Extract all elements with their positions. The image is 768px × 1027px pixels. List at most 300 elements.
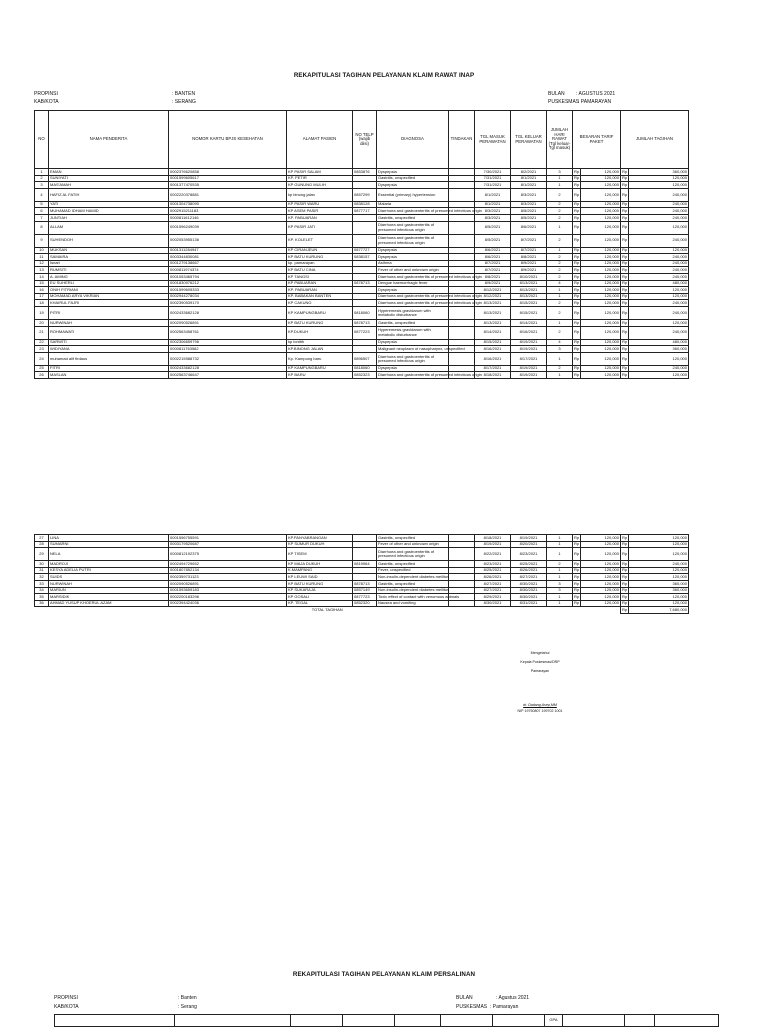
cell-tarif: 120,000 bbox=[581, 319, 621, 326]
cell-telp bbox=[353, 221, 377, 234]
cell-masuk: 8/12/2021 bbox=[475, 293, 511, 300]
cell-telp bbox=[353, 234, 377, 247]
cell-keluar: 8/16/2021 bbox=[511, 326, 547, 339]
propinsi-label: PROPINSI bbox=[34, 91, 58, 97]
cell-no: 25 bbox=[35, 365, 49, 372]
cell-diagnosa: Gastritis, unspecified bbox=[377, 214, 449, 221]
cell-alamat: KP PASIR JATI bbox=[287, 221, 353, 234]
col-alamat: ALAMAT PASIEN bbox=[287, 111, 353, 169]
cell-rp1: Rp bbox=[573, 221, 581, 234]
cell-masuk: 7/31/2021 bbox=[475, 175, 511, 182]
cell-rp1: Rp bbox=[574, 365, 580, 371]
cell-nama: ROHMAWATI bbox=[49, 326, 169, 339]
cell-tarif: 120,000 bbox=[581, 574, 621, 581]
cell-jumlah: 120,000 bbox=[629, 594, 689, 601]
cell-diagnosa: Dyspepsia bbox=[377, 247, 449, 254]
table-row bbox=[35, 201, 689, 208]
cell-alamat: KP TANGSI bbox=[287, 273, 353, 280]
cell-jumlah: 240,000 bbox=[629, 214, 689, 221]
cell-rp2: Rp bbox=[622, 300, 628, 306]
col-nama: NAMA PENDERITA bbox=[49, 111, 169, 169]
cell-rp1: Rp bbox=[573, 234, 581, 247]
cell-alamat: KP. PETIR bbox=[287, 175, 353, 182]
cell-kartu: 0002433682128 bbox=[169, 365, 287, 372]
cell-tindakan bbox=[449, 352, 475, 365]
cell-masuk: 8/12/2021 bbox=[475, 287, 511, 294]
cell-kartu: 0002200183296 bbox=[169, 594, 287, 601]
cell-masuk: 8/13/2021 bbox=[475, 319, 511, 326]
cell-jumlah: 360,000 bbox=[629, 580, 689, 587]
cell-rp2: Rp bbox=[622, 593, 628, 599]
cell-telp bbox=[353, 567, 377, 574]
cell-no: 17 bbox=[35, 293, 49, 300]
form2-kabkota-value: : Serang bbox=[178, 1004, 197, 1010]
cell-kartu: 0001599605617 bbox=[169, 175, 287, 182]
cell-jumlah: 120,000 bbox=[629, 175, 689, 182]
table-row bbox=[35, 280, 689, 287]
cell-nama: muhamad alif firdaus bbox=[49, 352, 169, 365]
cell-keluar: 8/1/2021 bbox=[511, 175, 547, 182]
cell-keluar: 8/19/2021 bbox=[511, 365, 547, 372]
cell-tarif: 120,000 bbox=[581, 287, 621, 294]
cell-tarif: 120,000 bbox=[581, 214, 621, 221]
cell-rp2: Rp bbox=[622, 253, 628, 259]
cell-telp: 0838128 bbox=[353, 201, 377, 208]
cell-hari: 1 bbox=[547, 600, 573, 607]
cell-diagnosa: Dyspepsia bbox=[377, 365, 449, 372]
table-row bbox=[35, 561, 689, 568]
cell-hari: 3 bbox=[547, 587, 573, 594]
cell-tindakan bbox=[449, 214, 475, 221]
cell-alamat: KP CAKUNG bbox=[287, 300, 353, 307]
cell-keluar: 8/30/2021 bbox=[511, 587, 547, 594]
cell-no: 27 bbox=[35, 535, 49, 542]
cell-keluar: 8/1/2021 bbox=[511, 182, 547, 189]
cell-tindakan bbox=[449, 169, 475, 176]
cell-nama: SARWITI bbox=[49, 339, 169, 346]
form2-bulan-label: BULAN bbox=[456, 995, 473, 1001]
cell-alamat: KP BATU KURUNG bbox=[287, 319, 353, 326]
cell-tindakan bbox=[449, 260, 475, 267]
cell-no: 14 bbox=[35, 273, 49, 280]
cell-keluar: 8/26/2021 bbox=[511, 567, 547, 574]
cell-rp2: Rp bbox=[622, 319, 628, 325]
cell-nama: MADROJI bbox=[49, 561, 169, 568]
cell-alamat: KP TISEM bbox=[287, 548, 353, 561]
cell-rp2: Rp bbox=[622, 267, 628, 273]
cell-telp: 0852320 bbox=[353, 600, 377, 607]
cell-keluar: 8/14/2021 bbox=[511, 319, 547, 326]
cell-kartu: 0002306659796 bbox=[169, 339, 287, 346]
cell-diagnosa: Non-insulin-dependent diabetes mellitus bbox=[378, 587, 450, 593]
cell-no: 30 bbox=[35, 561, 49, 568]
table-row bbox=[35, 580, 689, 587]
table-row bbox=[35, 535, 689, 542]
cell-no: 29 bbox=[35, 548, 49, 561]
cell-masuk: 8/16/2021 bbox=[475, 352, 511, 365]
cell-diagnosa: Malaria bbox=[377, 201, 449, 208]
cell-no: 2 bbox=[35, 175, 49, 182]
cell-kartu: 0002394424036 bbox=[169, 600, 287, 607]
cell-telp bbox=[353, 260, 377, 267]
cell-kartu: 0002563458761 bbox=[169, 326, 287, 339]
cell-diagnosa: Hyperemesis gravidarum with metabolic disturbance bbox=[377, 326, 449, 339]
cell-hari: 3 bbox=[547, 169, 573, 176]
cell-alamat: KP.PANYABRANGAN bbox=[287, 535, 353, 542]
cell-jumlah: 240,000 bbox=[629, 260, 689, 267]
cell-keluar: 8/17/2021 bbox=[511, 352, 547, 365]
total-label: TOTAL TAGIHAN bbox=[311, 607, 343, 613]
cell-rp1: Rp bbox=[573, 188, 581, 201]
cell-keluar: 8/19/2021 bbox=[511, 372, 547, 379]
form2-propinsi-label: PROPINSI bbox=[54, 995, 78, 1001]
cell-rp2: Rp bbox=[622, 286, 628, 292]
cell-no: 7 bbox=[35, 214, 49, 221]
cell-telp: 0818060 bbox=[353, 365, 377, 372]
cell-rp2: Rp bbox=[622, 208, 628, 214]
cell-kartu: 0001593659183 bbox=[169, 587, 287, 594]
form2-cell bbox=[563, 1015, 625, 1027]
cell-alamat: KP SUMUR DUKUH bbox=[287, 541, 353, 548]
cell-rp2: Rp bbox=[621, 548, 629, 561]
cell-rp1: Rp bbox=[574, 214, 580, 220]
cell-keluar: 8/9/2021 bbox=[511, 267, 547, 274]
cell-rp2: Rp bbox=[622, 345, 628, 351]
cell-nama: SUIDS bbox=[49, 574, 169, 581]
cell-nama: MARSIDIK bbox=[49, 594, 169, 601]
cell-keluar: 8/5/2021 bbox=[511, 214, 547, 221]
cell-hari: 1 bbox=[547, 548, 573, 561]
puskesmas-value: : PAMARAYAN bbox=[578, 99, 612, 105]
cell-rp1: Rp bbox=[574, 319, 580, 325]
cell-keluar: 8/15/2021 bbox=[511, 306, 547, 319]
cell-telp bbox=[353, 346, 377, 353]
cell-no: 19 bbox=[35, 306, 49, 319]
sign-place: Pamarayan bbox=[530, 669, 550, 673]
cell-alamat: KP MAJA DUKUH bbox=[287, 561, 353, 568]
cell-nama: NURWINAH bbox=[49, 580, 169, 587]
cell-kartu: 0001279138667 bbox=[169, 260, 287, 267]
table-row bbox=[35, 188, 689, 201]
cell-keluar: 8/6/2021 bbox=[511, 221, 547, 234]
cell-tarif: 120,000 bbox=[581, 594, 621, 601]
kabkota-value: : SERANG bbox=[172, 99, 196, 105]
cell-no: 36 bbox=[35, 600, 49, 607]
table-row bbox=[35, 352, 689, 365]
cell-alamat: KP LEUWI SAID bbox=[287, 574, 353, 581]
cell-rp2: Rp bbox=[622, 587, 628, 593]
cell-rp1: Rp bbox=[574, 339, 580, 345]
table-row bbox=[35, 365, 689, 372]
cell-alamat: KP BATU CINA bbox=[287, 267, 353, 274]
cell-keluar: 8/15/2021 bbox=[511, 300, 547, 307]
cell-jumlah: 120,000 bbox=[629, 221, 689, 234]
cell-rp2: Rp bbox=[622, 365, 628, 371]
cell-no: 13 bbox=[35, 267, 49, 274]
cell-nama: MOHAMAD ARYA VIKRIAN bbox=[49, 293, 169, 300]
cell-tarif: 120,000 bbox=[581, 306, 621, 319]
cell-hari: 1 bbox=[547, 182, 573, 189]
form2-cell bbox=[55, 1015, 175, 1027]
cell-no: 9 bbox=[35, 234, 49, 247]
cell-no: 10 bbox=[35, 247, 49, 254]
cell-diagnosa: Gastritis, unspecified bbox=[377, 561, 449, 568]
cell-tarif: 120,000 bbox=[581, 247, 621, 254]
cell-telp: 0857299 bbox=[353, 188, 377, 201]
cell-telp bbox=[353, 182, 377, 189]
cell-nama: A. AMING bbox=[49, 273, 169, 280]
cell-jumlah: 240,000 bbox=[629, 267, 689, 274]
cell-jumlah: 120,000 bbox=[629, 352, 689, 365]
col-kartu: NOMOR KARTU BPJS KESEHATAN bbox=[169, 111, 287, 169]
table-header-row bbox=[35, 111, 689, 169]
cell-diagnosa: Essential (primary) hypertension bbox=[377, 188, 449, 201]
total-rp: Rp bbox=[622, 607, 628, 613]
cell-alamat: kp binong jalan bbox=[287, 188, 353, 201]
cell-hari: 2 bbox=[547, 306, 573, 319]
cell-jumlah: 360,000 bbox=[629, 587, 689, 594]
cell-tindakan bbox=[449, 326, 475, 339]
cell-tindakan bbox=[449, 574, 475, 581]
cell-no: 35 bbox=[35, 594, 49, 601]
table-row bbox=[35, 339, 689, 346]
form2-kabkota-label: KAB/KOTA bbox=[54, 1004, 79, 1010]
cell-nama: SUNIYATI bbox=[49, 175, 169, 182]
cell-rp1: Rp bbox=[574, 280, 580, 286]
cell-nama: RUMSITI bbox=[49, 267, 169, 274]
cell-keluar: 8/13/2021 bbox=[511, 280, 547, 287]
cell-diagnosa: Gastritis, unspecified bbox=[377, 319, 449, 326]
cell-diagnosa: Dyspepsia bbox=[377, 169, 449, 176]
cell-nama: MASLAN bbox=[49, 372, 169, 379]
cell-keluar: 8/5/2021 bbox=[511, 208, 547, 215]
cell-no: 15 bbox=[35, 280, 49, 287]
cell-tindakan bbox=[449, 182, 475, 189]
cell-nama: NURWINAH bbox=[49, 319, 169, 326]
cell-nama: WIDIYANA bbox=[49, 346, 169, 353]
cell-no: 23 bbox=[35, 346, 49, 353]
cell-jumlah: 240,000 bbox=[629, 561, 689, 568]
cell-tarif: 120,000 bbox=[581, 548, 621, 561]
cell-kartu: 0003344830081 bbox=[169, 254, 287, 261]
cell-keluar: 8/30/2021 bbox=[511, 580, 547, 587]
bulan-label: BULAN bbox=[548, 91, 565, 97]
cell-tindakan bbox=[449, 254, 475, 261]
table-row bbox=[35, 319, 689, 326]
cell-tarif: 120,000 bbox=[581, 365, 621, 372]
cell-kartu: 0002090526891 bbox=[169, 580, 287, 587]
cell-hari: 1 bbox=[547, 293, 573, 300]
cell-no: 18 bbox=[35, 300, 49, 307]
cell-nama: PITRI bbox=[49, 306, 169, 319]
cell-jumlah: 360,000 bbox=[629, 346, 689, 353]
cell-jumlah: 240,000 bbox=[629, 273, 689, 280]
table-row bbox=[35, 214, 689, 221]
cell-no: 34 bbox=[35, 587, 49, 594]
cell-rp2: Rp bbox=[622, 260, 628, 266]
cell-hari: 1 bbox=[547, 247, 573, 254]
cell-tarif: 120,000 bbox=[581, 587, 621, 594]
cell-diagnosa: Diarrhoea and gastroenteritis of presumed infectious origin bbox=[378, 273, 482, 279]
cell-no: 32 bbox=[35, 574, 49, 581]
cell-nama: NELA bbox=[49, 548, 169, 561]
cell-masuk: 8/8/2021 bbox=[475, 273, 511, 280]
cell-masuk: 7/31/2021 bbox=[475, 182, 511, 189]
cell-kartu: 0002359731123 bbox=[169, 574, 287, 581]
kabkota-label: KAB/KOTA bbox=[34, 99, 59, 105]
form2-title: REKAPITULASI TAGIHAN PELAYANAN KLAIM PERSALINAN bbox=[292, 971, 476, 978]
cell-kartu: 0001311284947 bbox=[169, 247, 287, 254]
form2-gpa-header: GPA bbox=[545, 1015, 563, 1027]
cell-hari: 2 bbox=[547, 208, 573, 215]
table-row bbox=[35, 300, 689, 307]
cell-jumlah: 480,000 bbox=[629, 280, 689, 287]
cell-telp: 0838157 bbox=[353, 254, 377, 261]
cell-rp1: Rp bbox=[574, 345, 580, 351]
cell-nama: ONIH FITRIANI bbox=[49, 287, 169, 294]
cell-masuk: 8/5/2021 bbox=[475, 221, 511, 234]
cell-keluar: 8/13/2021 bbox=[511, 293, 547, 300]
cell-telp: 0878713 bbox=[353, 280, 377, 287]
cell-nama: SUMARNI bbox=[49, 541, 169, 548]
cell-diagnosa: Dyspepsia bbox=[377, 339, 449, 346]
cell-rp2: Rp bbox=[621, 221, 629, 234]
cell-rp1: Rp bbox=[574, 175, 580, 181]
cell-telp bbox=[353, 535, 377, 542]
cell-tindakan bbox=[449, 535, 475, 542]
cell-masuk: 8/29/2021 bbox=[475, 594, 511, 601]
cell-tarif: 120,000 bbox=[581, 208, 621, 215]
cell-tarif: 120,000 bbox=[581, 300, 621, 307]
cell-hari: 1 bbox=[547, 535, 573, 542]
form2-propinsi-value: : Banten bbox=[178, 995, 197, 1001]
table-row bbox=[35, 306, 689, 319]
cell-masuk: 8/25/2021 bbox=[475, 567, 511, 574]
cell-rp1: Rp bbox=[574, 574, 580, 580]
cell-keluar: 8/2/2021 bbox=[511, 169, 547, 176]
cell-hari: 4 bbox=[547, 280, 573, 287]
cell-nama: JUNTIAH bbox=[49, 214, 169, 221]
cell-tindakan bbox=[449, 548, 475, 561]
cell-no: 11 bbox=[35, 254, 49, 261]
cell-rp1: Rp bbox=[574, 534, 580, 540]
cell-alamat: KP PASIR WARU bbox=[287, 201, 353, 208]
cell-rp1: Rp bbox=[573, 352, 581, 365]
form2-puskesmas-value: : Pamarayan bbox=[490, 1004, 519, 1010]
cell-kartu: 0000812192375 bbox=[169, 548, 287, 561]
col-no: NO bbox=[35, 111, 49, 169]
table-row bbox=[35, 326, 689, 339]
cell-rp2: Rp bbox=[622, 600, 628, 606]
total-value: 7,680,000 bbox=[629, 607, 689, 614]
table-row bbox=[35, 175, 689, 182]
cell-masuk: 8/27/2021 bbox=[475, 580, 511, 587]
cell-rp2: Rp bbox=[622, 280, 628, 286]
cell-diagnosa: Diarrhoea and gastroenteritis of presumed infectious origin bbox=[378, 208, 482, 214]
form2-cell bbox=[175, 1015, 291, 1027]
cell-nama: MUHAMAD IDHAM HAMID bbox=[49, 208, 169, 215]
form2-cell bbox=[395, 1015, 441, 1027]
cell-telp: 0818060 bbox=[353, 306, 377, 319]
cell-hari: 2 bbox=[547, 273, 573, 280]
cell-masuk: 8/27/2021 bbox=[475, 587, 511, 594]
cell-tindakan bbox=[449, 221, 475, 234]
table-row bbox=[35, 594, 689, 601]
cell-kartu: 0002215988732 bbox=[169, 352, 287, 365]
cell-alamat: KP. BABAKAN BANTEN bbox=[287, 293, 353, 300]
cell-telp bbox=[353, 214, 377, 221]
cell-jumlah: 120,000 bbox=[629, 247, 689, 254]
cell-rp2: Rp bbox=[621, 352, 629, 365]
table-row bbox=[35, 247, 689, 254]
cell-tarif: 120,000 bbox=[581, 234, 621, 247]
cell-alamat: KP BARU bbox=[287, 372, 353, 379]
cell-hari: 1 bbox=[547, 319, 573, 326]
cell-hari: 3 bbox=[547, 580, 573, 587]
cell-rp2: Rp bbox=[622, 339, 628, 345]
cell-jumlah: 120,000 bbox=[629, 548, 689, 561]
cell-keluar: 8/27/2021 bbox=[511, 574, 547, 581]
cell-rp1: Rp bbox=[574, 600, 580, 606]
cell-jumlah: 120,000 bbox=[629, 535, 689, 542]
cell-masuk: 8/22/2021 bbox=[475, 548, 511, 561]
cell-kartu: 0002944278034 bbox=[169, 293, 287, 300]
cell-telp bbox=[353, 300, 377, 307]
cell-no: 24 bbox=[35, 352, 49, 365]
cell-masuk: 8/1/2021 bbox=[475, 201, 511, 208]
cell-kartu: 0002915211183 bbox=[169, 208, 287, 215]
cell-telp: 0877723 bbox=[353, 594, 377, 601]
cell-kartu: 0002376620858 bbox=[169, 169, 287, 176]
col-tgl-masuk: TGL MASUK PERAWATAN bbox=[475, 111, 511, 169]
cell-diagnosa: Gastritis, unspecified bbox=[377, 175, 449, 182]
form2-table-header bbox=[54, 1014, 719, 1027]
cell-kartu: 0001807852134 bbox=[169, 567, 287, 574]
cell-telp: 0877717 bbox=[353, 208, 377, 215]
cell-telp: 0878713 bbox=[353, 319, 377, 326]
cell-telp: 0857149 bbox=[353, 587, 377, 594]
cell-tindakan bbox=[449, 365, 475, 372]
cell-keluar: 8/31/2021 bbox=[511, 600, 547, 607]
cell-rp2: Rp bbox=[622, 534, 628, 540]
cell-tarif: 120,000 bbox=[581, 580, 621, 587]
cell-diagnosa: Diarrhoea and gastroenteritis of presumed infectious origin bbox=[378, 293, 482, 299]
cell-rp1: Rp bbox=[574, 286, 580, 292]
cell-telp bbox=[353, 339, 377, 346]
cell-hari: 1 bbox=[547, 372, 573, 379]
cell-kartu: 0001377470535 bbox=[169, 182, 287, 189]
cell-hari: 2 bbox=[547, 201, 573, 208]
cell-rp2: Rp bbox=[622, 371, 628, 377]
col-jumlah-tagihan: JUMLAH TAGIHAN bbox=[621, 111, 689, 169]
cell-diagnosa: Fever, unspecified bbox=[377, 567, 449, 574]
cell-telp: 0877223 bbox=[353, 326, 377, 339]
cell-kartu: 0002090526891 bbox=[169, 319, 287, 326]
cell-tarif: 120,000 bbox=[581, 273, 621, 280]
cell-jumlah: 120,000 bbox=[629, 372, 689, 379]
col-tgl-keluar: TGL KELUAR PERAWATAN bbox=[511, 111, 547, 169]
cell-rp1: Rp bbox=[574, 560, 580, 566]
cell-jumlah: 240,000 bbox=[629, 234, 689, 247]
cell-tarif: 120,000 bbox=[581, 346, 621, 353]
table-row bbox=[35, 182, 689, 189]
cell-kartu: 0002053955136 bbox=[169, 234, 287, 247]
cell-keluar: 8/8/2021 bbox=[511, 254, 547, 261]
cell-keluar: 8/9/2021 bbox=[511, 260, 547, 267]
cell-tarif: 120,000 bbox=[581, 201, 621, 208]
cell-telp bbox=[353, 273, 377, 280]
table-row bbox=[35, 293, 689, 300]
